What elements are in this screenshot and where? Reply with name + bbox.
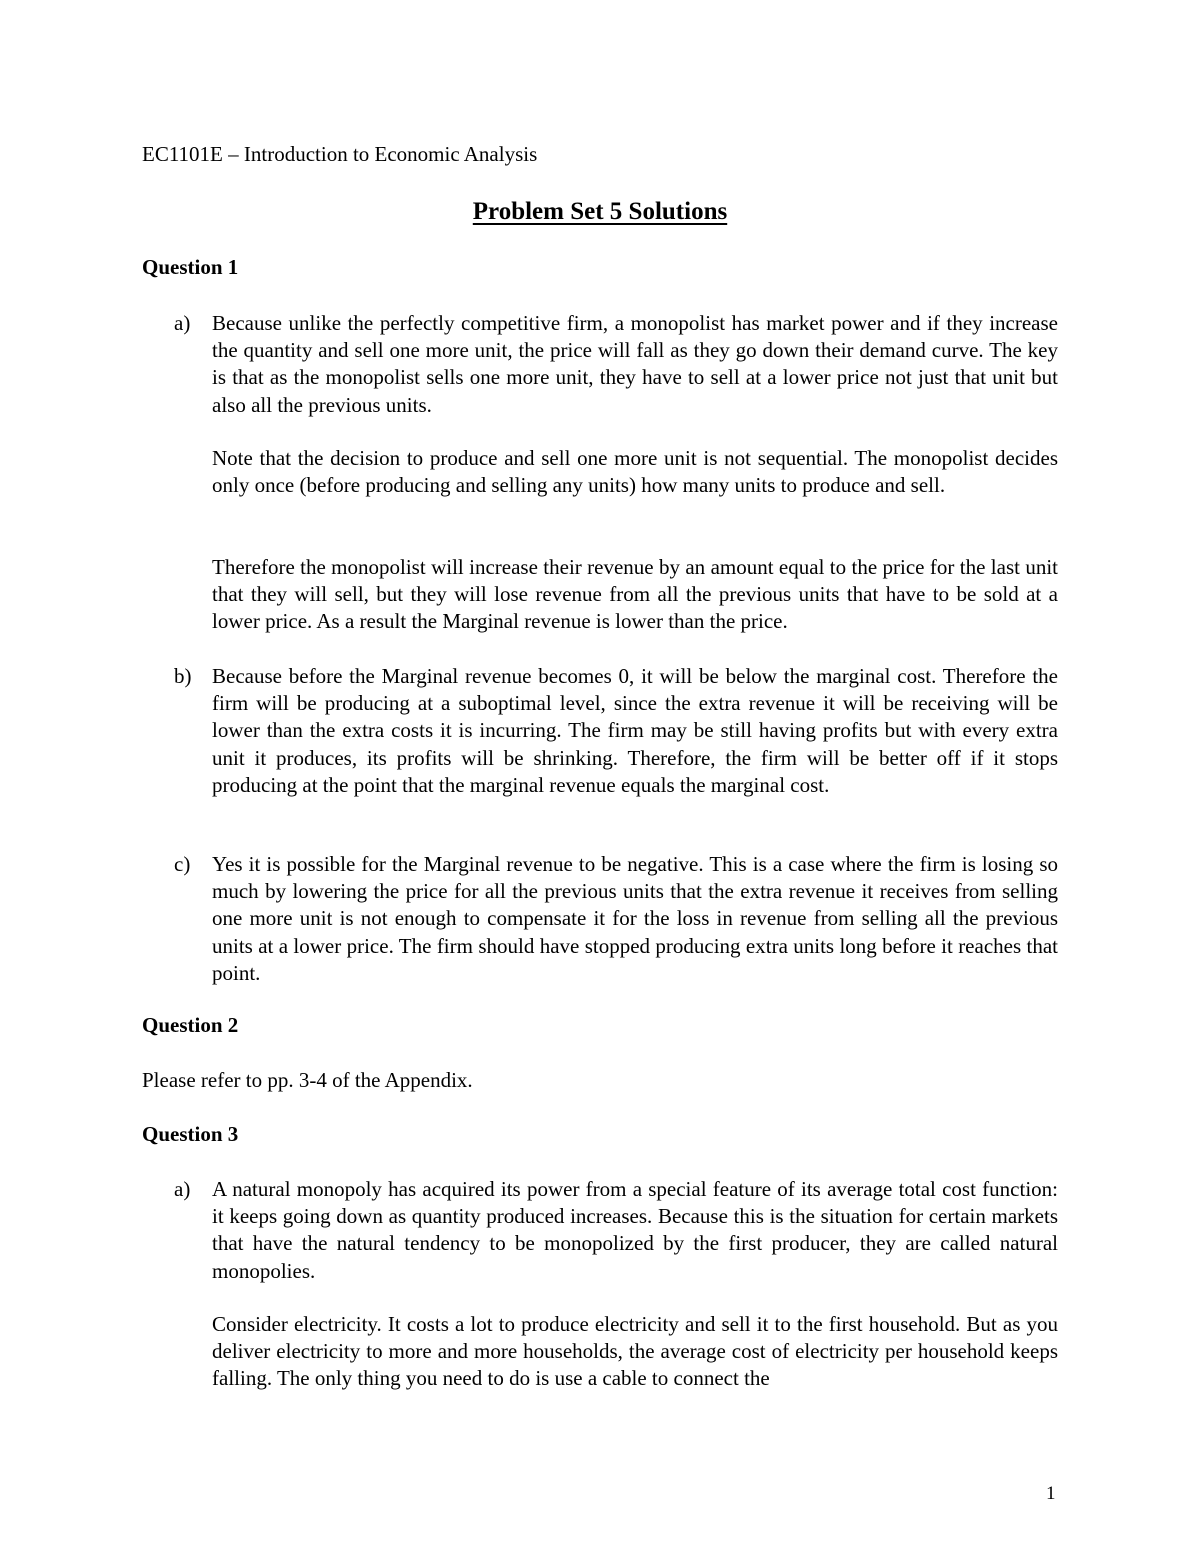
q3-a-label: a) [174,1177,191,1201]
q1-item-a [142,310,1058,419]
q1-c-paragraph: Yes it is possible for the Marginal revenue to be negative. This is a case where the firm is losing so much by lowering the price for all the previous units that the extra revenue it receives from selling one more unit is not enough to compensate it for the loss in revenue from selling all the previous units at a lower price. The firm should have stopped producing extra units long before it reaches that point. [212,852,1058,985]
course-title: EC1101E – Introduction to Economic Analysis [142,142,538,166]
q1-a-paragraph-1: Because unlike the perfectly competitive firm, a monopolist has market power and if they increase the quantity and sell one more unit, the price will fall as they go down their demand curve. The key is that as the monopolist sells one more unit, they have to sell at a lower price not just that unit but also all the previous units. [212,311,1058,417]
q3-a-paragraph-1: A natural monopoly has acquired its power from a special feature of its average total cost function: it keeps going down as quantity produced increases. Because this is the situation for certain markets that have the natural tendency to be monopolized by the first producer, they are called natural monopolies. [212,1177,1058,1283]
q1-a-label: a) [174,311,191,335]
q1-item-c [142,851,1058,987]
q1-a-paragraph-2: Note that the decision to produce and sell one more unit is not sequential. The monopolist decides only once (before producing and selling any units) how many units to produce and sell. [212,446,1058,498]
question-3-heading: Question 3 [142,1122,239,1146]
q3-a-paragraph-2: Consider electricity. It costs a lot to produce electricity and sell it to the first household. But as you deliver electricity to more and more households, the average cost of electricity per household keeps falling. The only thing you need to do is use a cable to connect the [212,1312,1058,1391]
q1-c-label: c) [174,852,191,876]
question-2-heading: Question 2 [142,1013,239,1037]
q1-a-paragraph-3: Therefore the monopolist will increase their revenue by an amount equal to the price for the last unit that they will sell, but they will lose revenue from all the previous units that have to be sold at a lower price. As a result the Marginal revenue is lower than the price. [212,555,1058,634]
q1-b-label: b) [174,664,192,688]
question-1-heading: Question 1 [142,255,239,279]
q2-text: Please refer to pp. 3-4 of the Appendix. [142,1068,473,1092]
document-title [0,198,1200,226]
q1-item-b [142,663,1058,799]
q3-item-a [142,1176,1058,1285]
q1-b-paragraph: Because before the Marginal revenue becomes 0, it will be below the marginal cost. Therefore the firm will be producing at a suboptimal level, since the extra revenue it will be receiving will be lower than the extra costs it is incurring. The firm may be still having profits but with every extra unit it produces, its profits will be shrinking. Therefore, the firm will be better off if it stops producing at the point that the marginal revenue equals the marginal cost. [212,664,1058,797]
document-title-text: Problem Set 5 Solutions [472,198,728,225]
page-number: 1 [1046,1483,1056,1504]
